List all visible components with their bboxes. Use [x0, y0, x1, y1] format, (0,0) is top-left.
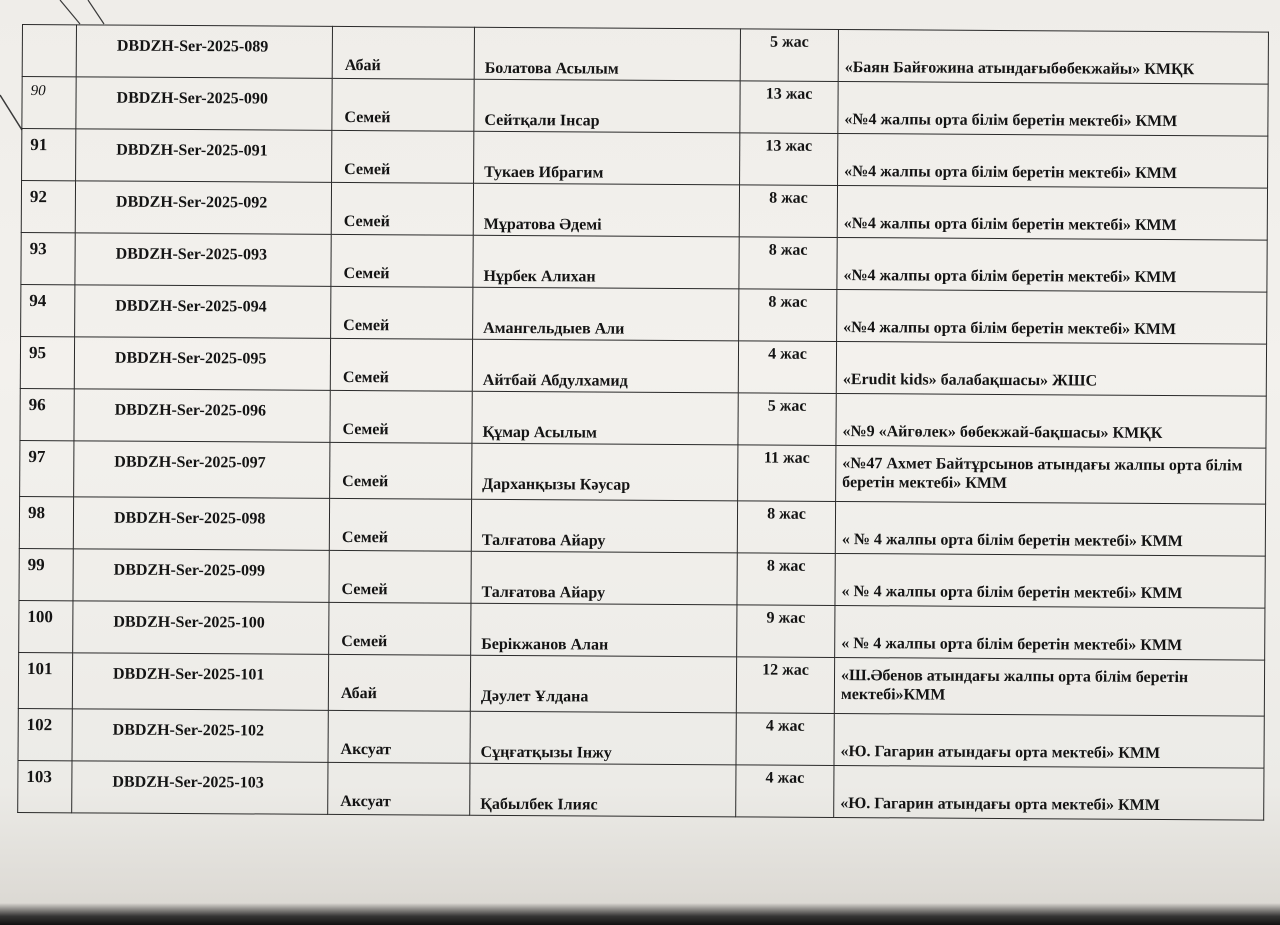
registration-code: DBDZH-Ser-2025-095 — [114, 349, 267, 368]
registration-code: DBDZH-Ser-2025-097 — [114, 453, 266, 472]
region-name: Семей — [343, 212, 390, 231]
row-number-cell — [21, 232, 75, 284]
child-age: 8 жас — [769, 189, 808, 207]
row-number-cell — [22, 77, 76, 129]
child-age: 4 жас — [765, 769, 805, 787]
row-number: 101 — [27, 659, 53, 679]
child-age-cell — [736, 765, 834, 818]
region-name: Аксуат — [340, 740, 392, 759]
region-name: Абай — [344, 56, 381, 75]
registration-code-cell — [74, 389, 330, 443]
registration-code-cell — [75, 285, 331, 339]
child-name-cell — [471, 551, 737, 605]
region-name: Семей — [342, 472, 389, 491]
region-name-cell — [329, 550, 471, 603]
organization-name: «Баян Байғожина атындағыбөбекжайы» КМҚК — [844, 59, 1195, 79]
registry-table-body — [18, 25, 1269, 821]
organization-name: «Ю. Гагарин атындағы орта мектебі» КММ — [840, 795, 1160, 814]
region-name-cell — [330, 442, 472, 499]
row-number: 93 — [29, 239, 47, 259]
registration-code: DBDZH-Ser-2025-100 — [113, 613, 265, 632]
region-name-cell — [332, 78, 474, 131]
registration-code-cell — [76, 129, 332, 183]
region-name-cell — [330, 390, 472, 443]
page-bottom-shadow — [0, 903, 1280, 925]
region-name: Семей — [344, 160, 391, 179]
region-name: Семей — [343, 264, 390, 283]
child-age-cell — [740, 81, 838, 134]
child-name-cell — [470, 655, 736, 713]
registration-code: DBDZH-Ser-2025-103 — [112, 773, 264, 792]
organization-name: « № 4 жалпы орта білім беретін мектебі» КММ — [841, 583, 1183, 603]
registration-code-cell — [72, 709, 328, 763]
child-name: Сейтқали Інсар — [484, 111, 600, 130]
row-number-cell — [22, 25, 76, 77]
row-number: 90 — [30, 83, 46, 100]
child-age-cell — [740, 133, 838, 186]
child-name-cell — [471, 499, 737, 553]
child-age-cell — [737, 501, 835, 554]
organization-name-cell — [835, 553, 1265, 608]
organization-name: «№4 жалпы орта білім беретін мектебі» КММ — [843, 319, 1177, 339]
registration-code: DBDZH-Ser-2025-094 — [115, 297, 267, 316]
child-name-cell — [472, 391, 738, 445]
registration-code-cell — [74, 441, 330, 499]
region-name-cell — [328, 710, 470, 763]
child-name: Айтбай Абдулхамид — [482, 371, 628, 390]
organization-name-cell — [834, 765, 1264, 820]
registration-code-cell — [73, 549, 329, 603]
row-number-cell — [20, 388, 74, 440]
organization-name-cell — [836, 445, 1266, 504]
row-number: 98 — [27, 503, 46, 523]
child-name-cell — [471, 603, 737, 657]
registration-code: DBDZH-Ser-2025-099 — [113, 561, 266, 580]
child-name: Мұратова Әдемі — [483, 215, 602, 234]
table-row — [20, 440, 1266, 504]
organization-name: «№4 жалпы орта білім беретін мектебі» КММ — [844, 163, 1178, 183]
region-name: Семей — [342, 368, 389, 387]
region-name-cell — [332, 130, 474, 183]
child-age: 13 жас — [765, 137, 813, 155]
child-age-cell — [738, 393, 836, 446]
organization-name-cell — [838, 29, 1268, 84]
registration-code-cell — [76, 25, 332, 79]
row-number-cell — [21, 284, 75, 336]
child-age-cell — [736, 713, 834, 766]
row-number-cell — [18, 652, 72, 708]
child-age: 13 жас — [765, 85, 813, 103]
registration-code-cell — [75, 181, 331, 235]
child-name-cell — [474, 79, 740, 133]
region-name: Семей — [341, 632, 388, 651]
registration-code-cell — [75, 233, 331, 287]
row-number: 92 — [29, 187, 48, 207]
child-name: Нұрбек Алихан — [483, 267, 596, 286]
child-age-cell — [738, 341, 836, 394]
registration-code-cell — [72, 761, 328, 815]
table-row — [22, 129, 1268, 189]
region-name-cell — [331, 234, 473, 287]
child-age: 5 жас — [767, 397, 807, 415]
child-age-cell — [736, 657, 834, 714]
child-name: Тукаев Ибрагим — [484, 163, 604, 182]
organization-name: «Ш.Әбенов атындағы жалпы орта білім беретін мектебі»КММ — [840, 667, 1189, 704]
table-row — [19, 600, 1265, 660]
region-name: Семей — [341, 528, 388, 547]
region-name: Абай — [340, 684, 377, 703]
row-number-cell — [18, 708, 72, 760]
row-number: 99 — [27, 555, 45, 575]
row-number: 91 — [30, 135, 48, 155]
row-number: 103 — [26, 767, 52, 787]
child-name: Амангельдыев Али — [483, 319, 625, 338]
child-name-cell — [473, 235, 739, 289]
organization-name: «№4 жалпы орта білім беретін мектебі» КММ — [843, 215, 1177, 235]
child-name-cell — [472, 443, 738, 501]
row-number: 96 — [28, 395, 46, 415]
table-row — [18, 708, 1264, 768]
table-row — [18, 760, 1264, 820]
child-age: 5 жас — [769, 33, 809, 51]
region-name-cell — [332, 26, 474, 79]
region-name: Семей — [342, 420, 389, 439]
child-age-cell — [738, 445, 836, 502]
registration-code: DBDZH-Ser-2025-092 — [115, 193, 268, 212]
registration-code: DBDZH-Ser-2025-101 — [112, 665, 265, 684]
registration-code: DBDZH-Ser-2025-093 — [115, 245, 268, 264]
region-name: Семей — [344, 108, 391, 127]
region-name-cell — [328, 654, 470, 711]
row-number: 95 — [28, 343, 47, 363]
child-name-cell — [472, 339, 738, 393]
organization-name: «№47 Ахмет Байтұрсынов атындағы жалпы орта білім беретін мектебі» КММ — [842, 455, 1243, 493]
table-row — [19, 496, 1265, 556]
child-name: Сұңғатқызы Інжу — [480, 743, 612, 762]
child-name-cell — [474, 131, 740, 185]
child-age: 8 жас — [768, 293, 808, 311]
registration-code: DBDZH-Ser-2025-090 — [116, 89, 268, 108]
row-number: 102 — [26, 715, 53, 735]
registration-code-cell — [73, 497, 329, 551]
row-number-cell — [20, 336, 74, 388]
organization-name: «№4 жалпы орта білім беретін мектебі» КММ — [843, 267, 1177, 287]
row-number-cell — [18, 760, 72, 812]
row-number-cell — [20, 440, 74, 496]
region-name: Семей — [341, 580, 388, 599]
child-age-cell — [739, 237, 837, 290]
region-name-cell — [330, 338, 472, 391]
table-row — [22, 25, 1268, 85]
organization-name-cell — [836, 393, 1266, 448]
registration-code-cell — [74, 337, 330, 391]
child-name: Дәулет Ұлдана — [480, 687, 589, 706]
child-name-cell — [473, 183, 739, 237]
child-age: 8 жас — [766, 557, 806, 575]
organization-name-cell — [838, 81, 1268, 136]
row-number-cell — [19, 600, 73, 652]
child-name: Дарханқызы Кәусар — [482, 475, 631, 494]
child-age-cell — [739, 289, 837, 342]
organization-name-cell — [837, 185, 1267, 240]
child-age: 11 жас — [763, 449, 810, 467]
region-name-cell — [331, 182, 473, 235]
child-name-cell — [474, 27, 740, 81]
table-row — [21, 232, 1267, 292]
child-age: 12 жас — [762, 661, 809, 679]
child-age: 9 жас — [766, 609, 806, 627]
child-age: 4 жас — [765, 717, 805, 735]
organization-name: « № 4 жалпы орта білім беретін мектебі» КММ — [841, 531, 1183, 551]
organization-name: « № 4 жалпы орта білім беретін мектебі» КММ — [841, 635, 1183, 655]
organization-name-cell — [838, 133, 1268, 188]
row-number-cell — [19, 496, 73, 548]
registration-code-cell — [73, 601, 329, 655]
registration-code: DBDZH-Ser-2025-102 — [112, 721, 265, 740]
region-name-cell — [328, 762, 470, 815]
organization-name-cell — [836, 341, 1266, 396]
registration-code: DBDZH-Ser-2025-089 — [116, 37, 269, 56]
table-row — [21, 284, 1267, 344]
region-name-cell — [329, 498, 471, 551]
child-name: Құмар Асылым — [482, 423, 597, 442]
child-name: Берікжанов Алан — [481, 635, 609, 654]
organization-name-cell — [837, 237, 1267, 292]
table-row — [18, 652, 1264, 716]
child-name-cell — [470, 711, 736, 765]
child-age-cell — [740, 29, 838, 82]
table-row — [20, 388, 1266, 448]
organization-name-cell — [834, 713, 1264, 768]
row-number-cell — [19, 548, 73, 600]
child-name: Қабылбек Ілияс — [480, 795, 598, 814]
region-name: Семей — [343, 316, 390, 335]
row-number: 100 — [27, 607, 53, 627]
child-age-cell — [737, 553, 835, 606]
organization-name-cell — [837, 289, 1267, 344]
registration-code: DBDZH-Ser-2025-098 — [113, 509, 266, 528]
table-row — [19, 548, 1265, 608]
registration-code-cell — [76, 77, 332, 131]
child-name: Талғатова Айару — [481, 583, 606, 602]
region-name-cell — [331, 286, 473, 339]
child-name: Болатова Асылым — [484, 59, 619, 78]
row-number: 94 — [29, 291, 47, 311]
organization-name-cell — [835, 501, 1265, 556]
child-age: 8 жас — [768, 241, 808, 259]
organization-name: «Erudit kids» балабақшасы» ЖШС — [842, 371, 1098, 390]
child-age: 8 жас — [767, 505, 806, 523]
table-row — [20, 336, 1266, 396]
row-number: 97 — [28, 447, 46, 467]
child-name-cell — [473, 287, 739, 341]
organization-name: «Ю. Гагарин атындағы орта мектебі» КММ — [840, 743, 1161, 762]
organization-name-cell — [835, 605, 1265, 660]
child-name: Талғатова Айару — [481, 531, 606, 550]
table-row — [21, 181, 1267, 241]
child-age-cell — [739, 185, 837, 238]
registry-table — [17, 24, 1269, 821]
registration-code: DBDZH-Ser-2025-096 — [114, 401, 267, 420]
organization-name: «№9 «Айгөлек» бөбекжай-бақшасы» КМҚК — [842, 423, 1163, 442]
organization-name-cell — [834, 657, 1264, 716]
region-name: Аксуат — [340, 792, 391, 811]
child-age: 4 жас — [768, 345, 807, 363]
child-age-cell — [737, 605, 835, 658]
child-name-cell — [470, 763, 736, 817]
registration-code: DBDZH-Ser-2025-091 — [116, 141, 268, 160]
registration-code-cell — [72, 653, 328, 711]
region-name-cell — [329, 602, 471, 655]
organization-name: «№4 жалпы орта білім беретін мектебі» КММ — [844, 111, 1178, 131]
row-number-cell — [22, 129, 76, 181]
table-row — [22, 77, 1268, 137]
row-number-cell — [21, 181, 75, 233]
